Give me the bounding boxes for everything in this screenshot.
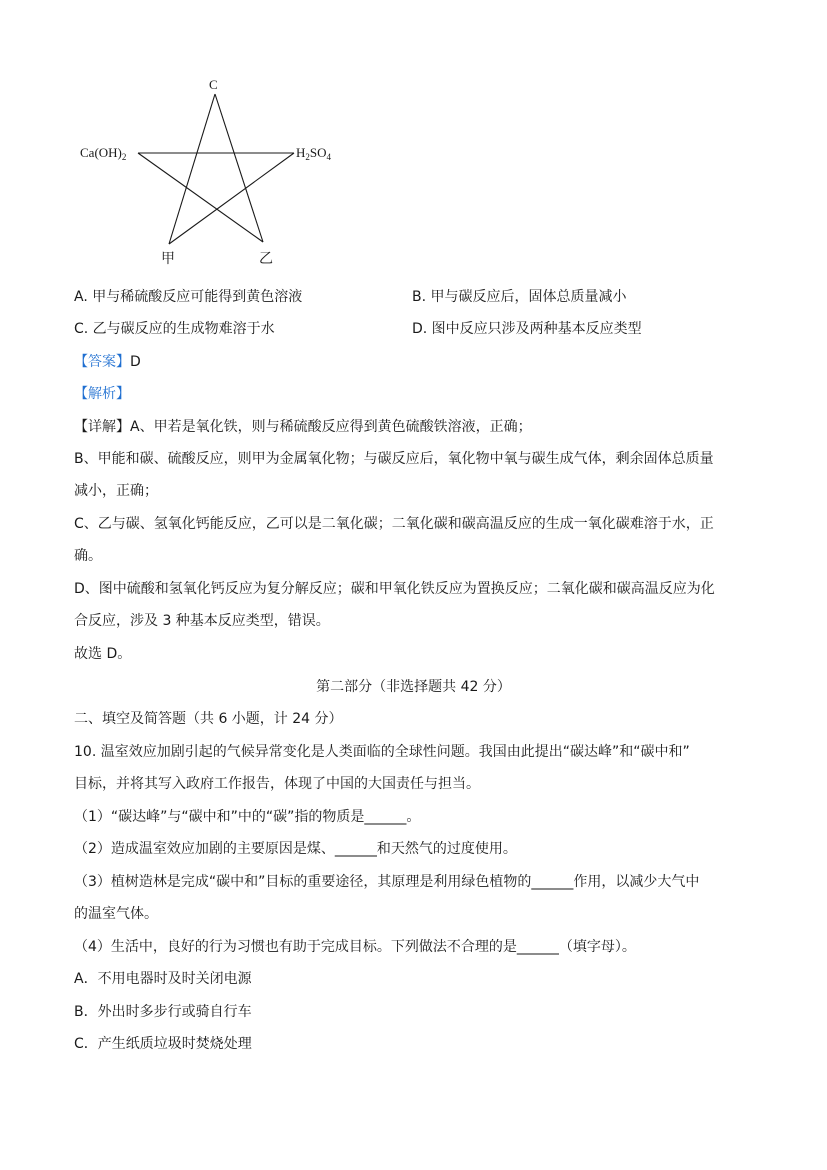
q10-option-a: A．不用电器时及时关闭电源 xyxy=(74,971,252,987)
label-caoh2: $Ca(OH)_2$ xyxy=(80,145,127,162)
q10-sub-2: （2）造成温室效应加剧的主要原因是煤、______和天然气的过度使用。 xyxy=(74,841,517,857)
detail-line-5: 确。 xyxy=(74,548,102,564)
detail-line-3: 减小，正确； xyxy=(74,483,158,499)
line-c-to-yi xyxy=(215,94,263,242)
line-caoh2-to-yi xyxy=(138,153,263,242)
label-c: C xyxy=(209,77,218,92)
detail-line-8: 故选 D。 xyxy=(74,646,132,662)
q10-sub-4: （4）生活中，良好的行为习惯也有助于完成目标。下列做法不合理的是______（填字母）。 xyxy=(74,939,636,955)
detail-text-1: A、甲若是氧化铁，则与稀硫酸反应得到黄色硫酸铁溶液，正确； xyxy=(130,419,532,435)
detail-line-2: B、甲能和碳、硫酸反应，则甲为金属氧化物；与碳反应后，氧化物中氧与碳生成气体，剩余固体总质量 xyxy=(74,451,714,467)
analysis-tag: 【解析】 xyxy=(74,386,130,402)
label-yi: 乙 xyxy=(259,251,273,267)
q10-option-c: C．产生纸质垃圾时焚烧处理 xyxy=(74,1036,252,1052)
option-b: B. 甲与碳反应后，固体总质量减小 xyxy=(412,289,627,305)
label-jia: 甲 xyxy=(161,251,175,267)
option-c: C. 乙与碳反应的生成物难溶于水 xyxy=(74,321,275,337)
q10-stem-2: 目标，并将其写入政府工作报告，体现了中国的大国责任与担当。 xyxy=(74,776,480,792)
q10-sub-3a: （3）植树造林是完成“碳中和”目标的重要途径，其原理是利用绿色植物的______作用，以减少大气中 xyxy=(74,874,700,890)
answer-line xyxy=(74,352,141,372)
q10-sub-1: （1）“碳达峰”与“碳中和”中的“碳”指的物质是______。 xyxy=(74,809,421,825)
star-diagram xyxy=(70,70,360,275)
section-heading: 二、填空及简答题（共 6 小题，计 24 分） xyxy=(74,711,343,727)
part2-title: 第二部分（非选择题共 42 分） xyxy=(316,679,511,695)
q10-stem-1: 10. 温室效应加剧引起的气候异常变化是人类面临的全球性问题。我国由此提出“碳达峰”和“碳中和” xyxy=(74,744,690,760)
q10-sub-3b: 的温室气体。 xyxy=(74,906,158,922)
label-h2so4: $H_2SO_4$ xyxy=(296,145,332,162)
detail-line-4: C、乙与碳、氢氧化钙能反应，乙可以是二氧化碳；二氧化碳和碳高温反应的生成一氧化碳难溶于水，正 xyxy=(74,516,714,532)
detail-line-7: 合反应，涉及 3 种基本反应类型，错误。 xyxy=(74,613,330,629)
option-d: D. 图中反应只涉及两种基本反应类型 xyxy=(412,321,642,337)
detail-line-1 xyxy=(74,417,532,437)
answer-tag: 【答案】 xyxy=(74,354,130,370)
detail-tag: 【详解】 xyxy=(74,419,130,435)
line-c-to-jia xyxy=(169,94,215,244)
line-h2so4-to-jia xyxy=(169,153,294,244)
option-a: A. 甲与稀硫酸反应可能得到黄色溶液 xyxy=(74,289,303,305)
answer-value: D xyxy=(130,354,141,370)
q10-option-b: B．外出时多步行或骑自行车 xyxy=(74,1004,252,1020)
detail-line-6: D、图中硫酸和氢氧化钙反应为复分解反应；碳和甲氧化铁反应为置换反应；二氧化碳和碳高温反应为化 xyxy=(74,581,715,597)
